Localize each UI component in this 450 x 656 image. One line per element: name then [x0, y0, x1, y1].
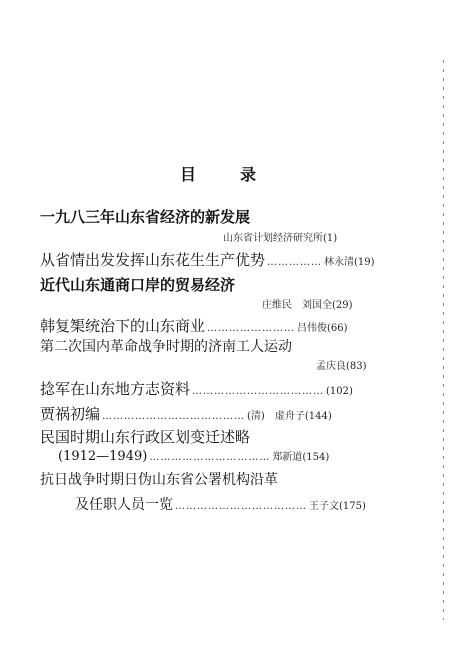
entry-title: 一九八三年山东省经济的新发展 [40, 208, 251, 226]
entry-title: 抗日战争时期日伪山东省公署机构沿革 [40, 472, 278, 488]
toc-entry-author-line [223, 229, 337, 244]
entry-author: 吕伟俊 [297, 323, 328, 334]
entry-page: (175) [339, 501, 366, 512]
toc-entry[interactable] [40, 378, 353, 399]
entry-page: (29) [332, 300, 353, 311]
entry-title: 民国时期山东行政区划变迁述略 [40, 428, 251, 446]
entry-title: 第二次国内革命战争时期的济南工人运动 [40, 339, 292, 355]
toc-entry-author-line [58, 448, 329, 464]
entry-author: 王子文 [309, 501, 339, 512]
page-title: 目 录 [179, 165, 270, 184]
leader-dots: …………………… [207, 323, 296, 334]
toc-entry[interactable] [40, 274, 235, 295]
entry-page: (1) [323, 233, 338, 244]
entry-author: 庄维民 刘国全 [262, 300, 332, 311]
entry-title: 韩复榘统治下的山东商业 [40, 317, 206, 335]
entry-subtitle: (1912—1949) [58, 449, 148, 464]
toc-entry[interactable] [40, 403, 332, 424]
entry-page: (154) [302, 452, 330, 463]
entry-page: (144) [304, 411, 332, 422]
entry-title: 从省情出发发挥山东花生生产优势 [40, 251, 266, 269]
toc-entry[interactable] [40, 469, 278, 489]
entry-page: (102) [326, 386, 353, 397]
leader-dots: …………………………… [149, 452, 271, 463]
leader-dots: ………………………………… [102, 411, 246, 422]
entry-page: (66) [327, 323, 348, 334]
leader-dots: …………… [267, 257, 323, 268]
entry-title-continued: 及任职人员一览 [75, 497, 173, 513]
entry-title: 贾祸初编 [40, 405, 101, 423]
entry-page: (83) [346, 361, 367, 372]
entry-author: (清) 虚舟子 [247, 411, 305, 422]
entry-page: (19) [354, 257, 375, 268]
entry-author: 孟庆良 [316, 361, 346, 372]
entry-title: 捻军在山东地方志资料 [40, 380, 191, 398]
toc-entry-author-line [316, 357, 367, 372]
toc-entry[interactable] [40, 249, 375, 270]
toc-entry[interactable] [40, 426, 250, 447]
toc-entry-author-line [262, 296, 353, 311]
entry-author: 山东省计划经济研究所 [223, 233, 323, 244]
toc-entry[interactable] [40, 315, 348, 336]
toc-entry-author-line [75, 494, 366, 514]
toc-entry[interactable] [40, 336, 292, 356]
toc-entry[interactable] [40, 206, 250, 227]
entry-author: 林永清 [324, 257, 355, 268]
leader-dots: ……………………………… [192, 386, 325, 397]
entry-author: 郑新道 [272, 452, 303, 463]
page-edge-mark [443, 60, 444, 620]
entry-title: 近代山东通商口岸的贸易经济 [40, 276, 236, 294]
leader-dots: ……………………………… [175, 501, 307, 512]
